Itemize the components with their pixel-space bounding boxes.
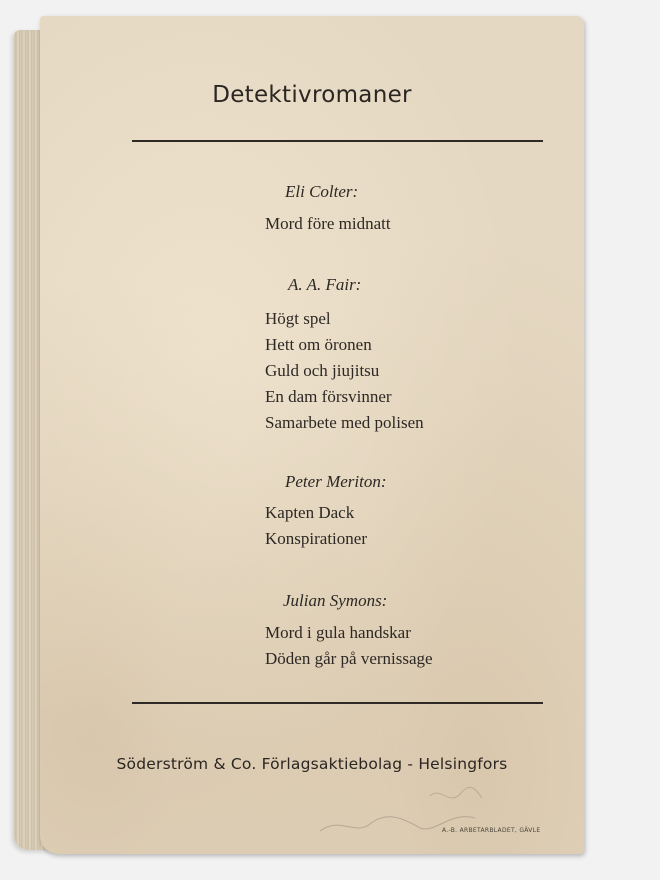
printer-imprint: A.-B. ARBETARBLADET, GÄVLE	[442, 827, 541, 834]
book-back-cover	[40, 16, 584, 854]
book-title: Konspirationer	[265, 529, 367, 548]
pencil-scribble	[310, 776, 490, 846]
book-title: Hett om öronen	[265, 335, 372, 354]
book-title: Mord före midnatt	[265, 214, 391, 233]
book-title: Samarbete med polisen	[265, 413, 424, 432]
book-title: Guld och jiujitsu	[265, 361, 380, 380]
author-julian-symons: Julian Symons:	[283, 591, 388, 610]
author-peter-meriton: Peter Meriton:	[285, 472, 387, 491]
book-title: Högt spel	[265, 309, 331, 328]
book-title: Mord i gula handskar	[265, 623, 411, 642]
book-title: Döden går på vernissage	[265, 649, 433, 668]
bottom-divider	[132, 702, 543, 704]
author-eli-colter: Eli Colter:	[285, 182, 359, 201]
book-title: En dam försvinner	[265, 387, 392, 406]
author-aa-fair: A. A. Fair:	[288, 275, 362, 294]
book-title: Kapten Dack	[265, 503, 355, 522]
top-divider	[132, 140, 543, 142]
page-title: Detektivromaner	[212, 82, 412, 108]
publisher-line: Söderström & Co. Förlagsaktiebolag - Helsingfors	[116, 755, 508, 773]
